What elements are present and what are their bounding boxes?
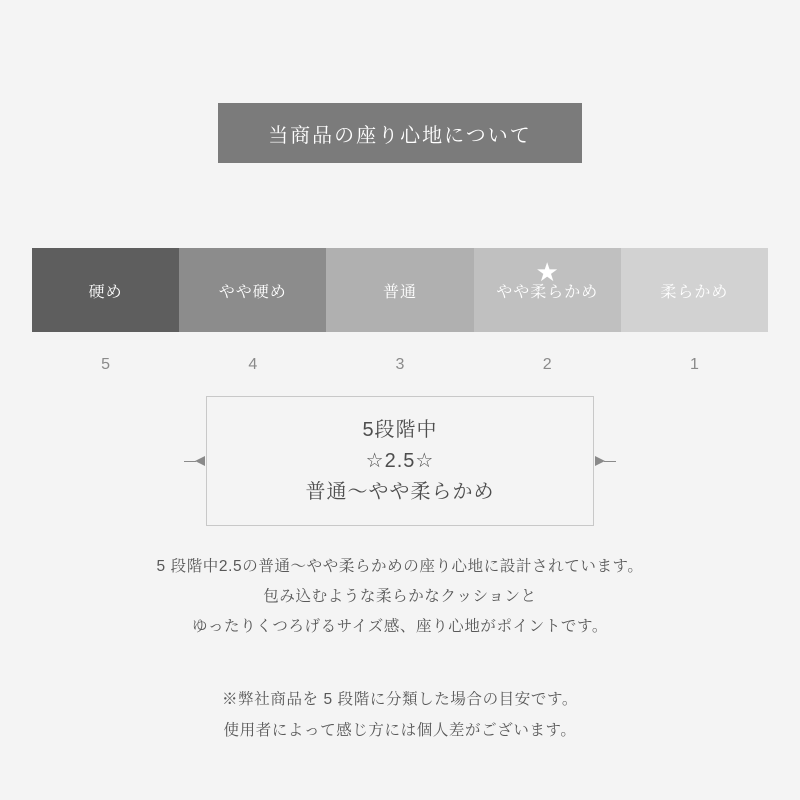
scale-cell-1 — [621, 248, 768, 332]
scale-number: 4 — [248, 356, 258, 373]
scale-number: 2 — [542, 356, 552, 373]
page-title: 当商品の座り心地について — [268, 124, 532, 147]
range-arrow-left-icon — [195, 456, 205, 466]
scale-number-row — [32, 356, 768, 378]
scale-cell-label: やや硬め — [218, 283, 287, 301]
scale-cell-label: 柔らかめ — [660, 283, 729, 301]
note-line: 使用者によって感じ方には個人差がございます。 — [223, 722, 577, 739]
summary-line-3: 普通〜やや柔らかめ — [305, 480, 495, 503]
range-tick-right — [604, 461, 616, 462]
summary-callout — [206, 396, 594, 526]
summary-line-2: ☆2.5☆ — [365, 449, 435, 472]
disclaimer-note — [0, 684, 800, 746]
firmness-scale-bar — [32, 248, 768, 332]
scale-number: 5 — [101, 356, 111, 373]
description-line: ゆったりくつろげるサイズ感、座り心地がポイントです。 — [192, 618, 608, 636]
star-icon: ★ — [535, 257, 559, 287]
scale-cell-5 — [32, 248, 179, 332]
scale-cell-label: 普通 — [383, 283, 418, 301]
summary-line-1: 5段階中 — [362, 418, 438, 441]
scale-cell-3 — [326, 248, 473, 332]
description-line: 包み込むような柔らかなクッションと — [263, 588, 537, 606]
scale-number: 3 — [395, 356, 405, 373]
scale-cell-label: やや柔らかめ — [496, 283, 599, 301]
scale-number: 1 — [689, 356, 699, 373]
summary-box — [206, 396, 594, 526]
note-line: ※弊社商品を 5 段階に分類した場合の目安です。 — [222, 691, 578, 708]
description-paragraph — [0, 552, 800, 643]
scale-cell-label: 硬め — [88, 283, 123, 301]
scale-cell-4 — [179, 248, 326, 332]
title-banner — [218, 103, 582, 163]
scale-cell-2 — [474, 248, 621, 332]
description-line: 5 段階中2.5の普通〜やや柔らかめの座り心地に設計されています。 — [156, 558, 644, 575]
